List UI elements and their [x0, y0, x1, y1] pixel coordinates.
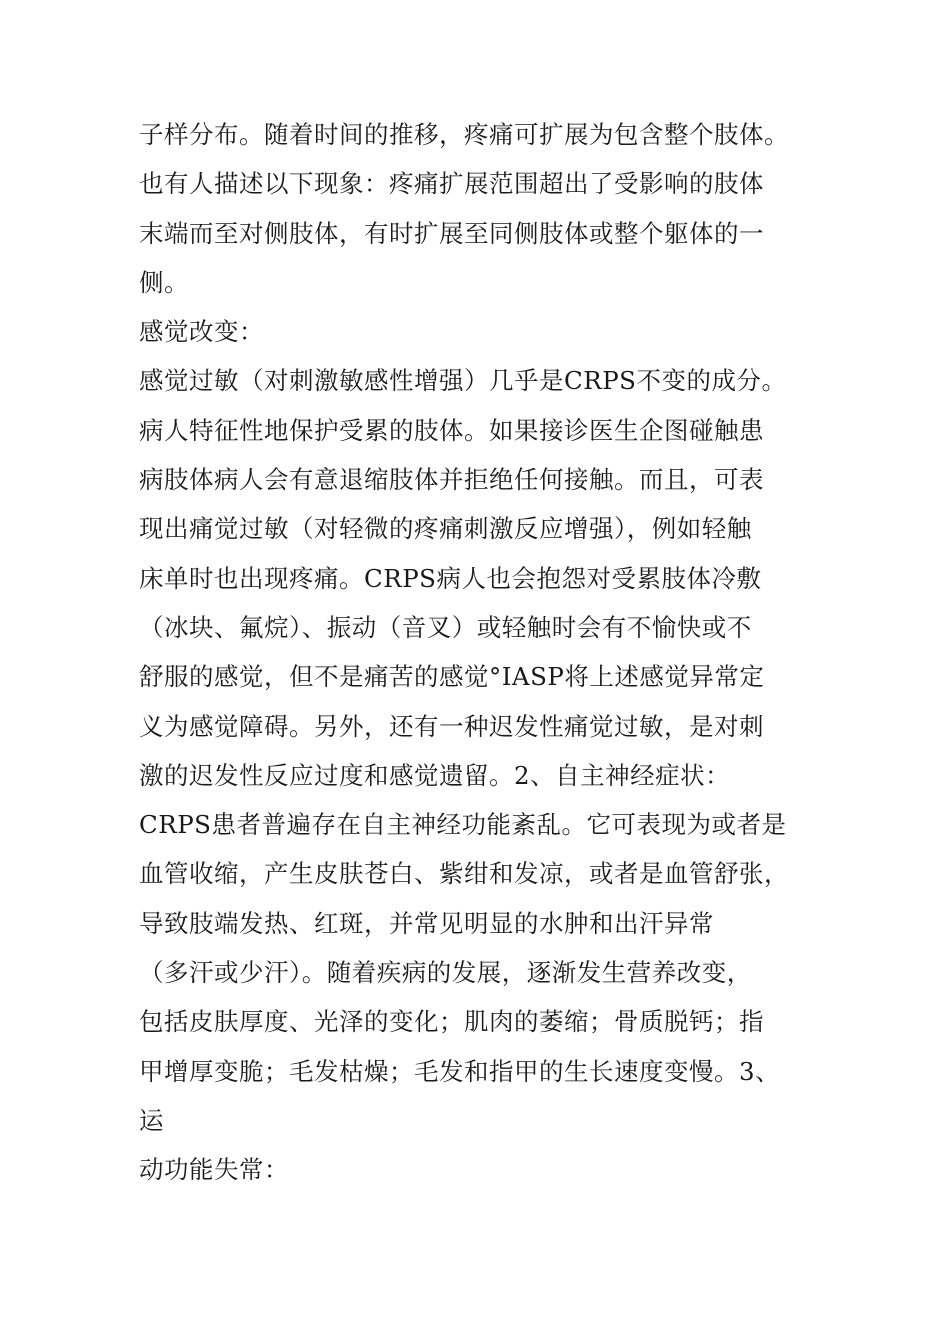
text-line: 侧。: [139, 267, 189, 297]
text-line: 现出痛觉过敏（对轻微的疼痛刺激反应增强），例如轻触: [139, 514, 752, 544]
text-line: 也有人描述以下现象：疼痛扩展范围超出了受影响的肢体: [139, 169, 764, 199]
text-line: 末端而至对侧肢体，有时扩展至同侧肢体或整个躯体的一: [139, 218, 764, 248]
text-line: （冰块、氟烷）、振动（音叉）或轻触时会有不愉快或不: [139, 612, 752, 642]
text-line: 甲增厚变脆；毛发枯燥；毛发和指甲的生长速度变慢。3、: [139, 1056, 781, 1086]
text-line: 血管收缩，产生皮肤苍白、紫绀和发凉，或者是血管舒张，: [139, 859, 789, 889]
text-line: 义为感觉障碍。另外，还有一种迟发性痛觉过敏，是对刺: [139, 711, 764, 741]
text-line: 包括皮肤厚度、光泽的变化；肌肉的萎缩；骨质脱钙；指: [139, 1007, 764, 1037]
text-line: 激的迟发性反应过度和感觉遗留。2、自主神经症状：: [139, 760, 731, 790]
text-line: 病人特征性地保护受累的肢体。如果接诊医生企图碰触患: [139, 415, 764, 445]
section-heading: 感觉改变：: [139, 317, 264, 347]
text-line: 病肢体病人会有意退缩肢体并拒绝任何接触。而且，可表: [139, 465, 764, 495]
text-line: 床单时也出现疼痛。CRPS病人也会抱怨对受累肢体冷敷: [139, 563, 762, 593]
text-line: 子样分布。随着时间的推移，疼痛可扩展为包含整个肢体。: [139, 120, 789, 149]
text-line: 感觉过敏（对刺激敏感性增强）几乎是CRPS不变的成分。: [139, 366, 787, 396]
body-text: [139, 110, 939, 1195]
section-heading: 动功能失常：: [139, 1155, 289, 1185]
text-line: CRPS患者普遍存在自主神经功能紊乱。它可表现为或者是: [139, 810, 787, 840]
text-line: 舒服的感觉，但不是痛苦的感觉°IASP将上述感觉异常定: [139, 662, 765, 692]
text-line: 运: [139, 1105, 164, 1135]
text-line: （多汗或少汗）。随着疾病的发展，逐渐发生营养改变，: [139, 958, 752, 988]
text-line: 导致肢端发热、红斑，并常见明显的水肿和出汗异常: [139, 908, 714, 938]
